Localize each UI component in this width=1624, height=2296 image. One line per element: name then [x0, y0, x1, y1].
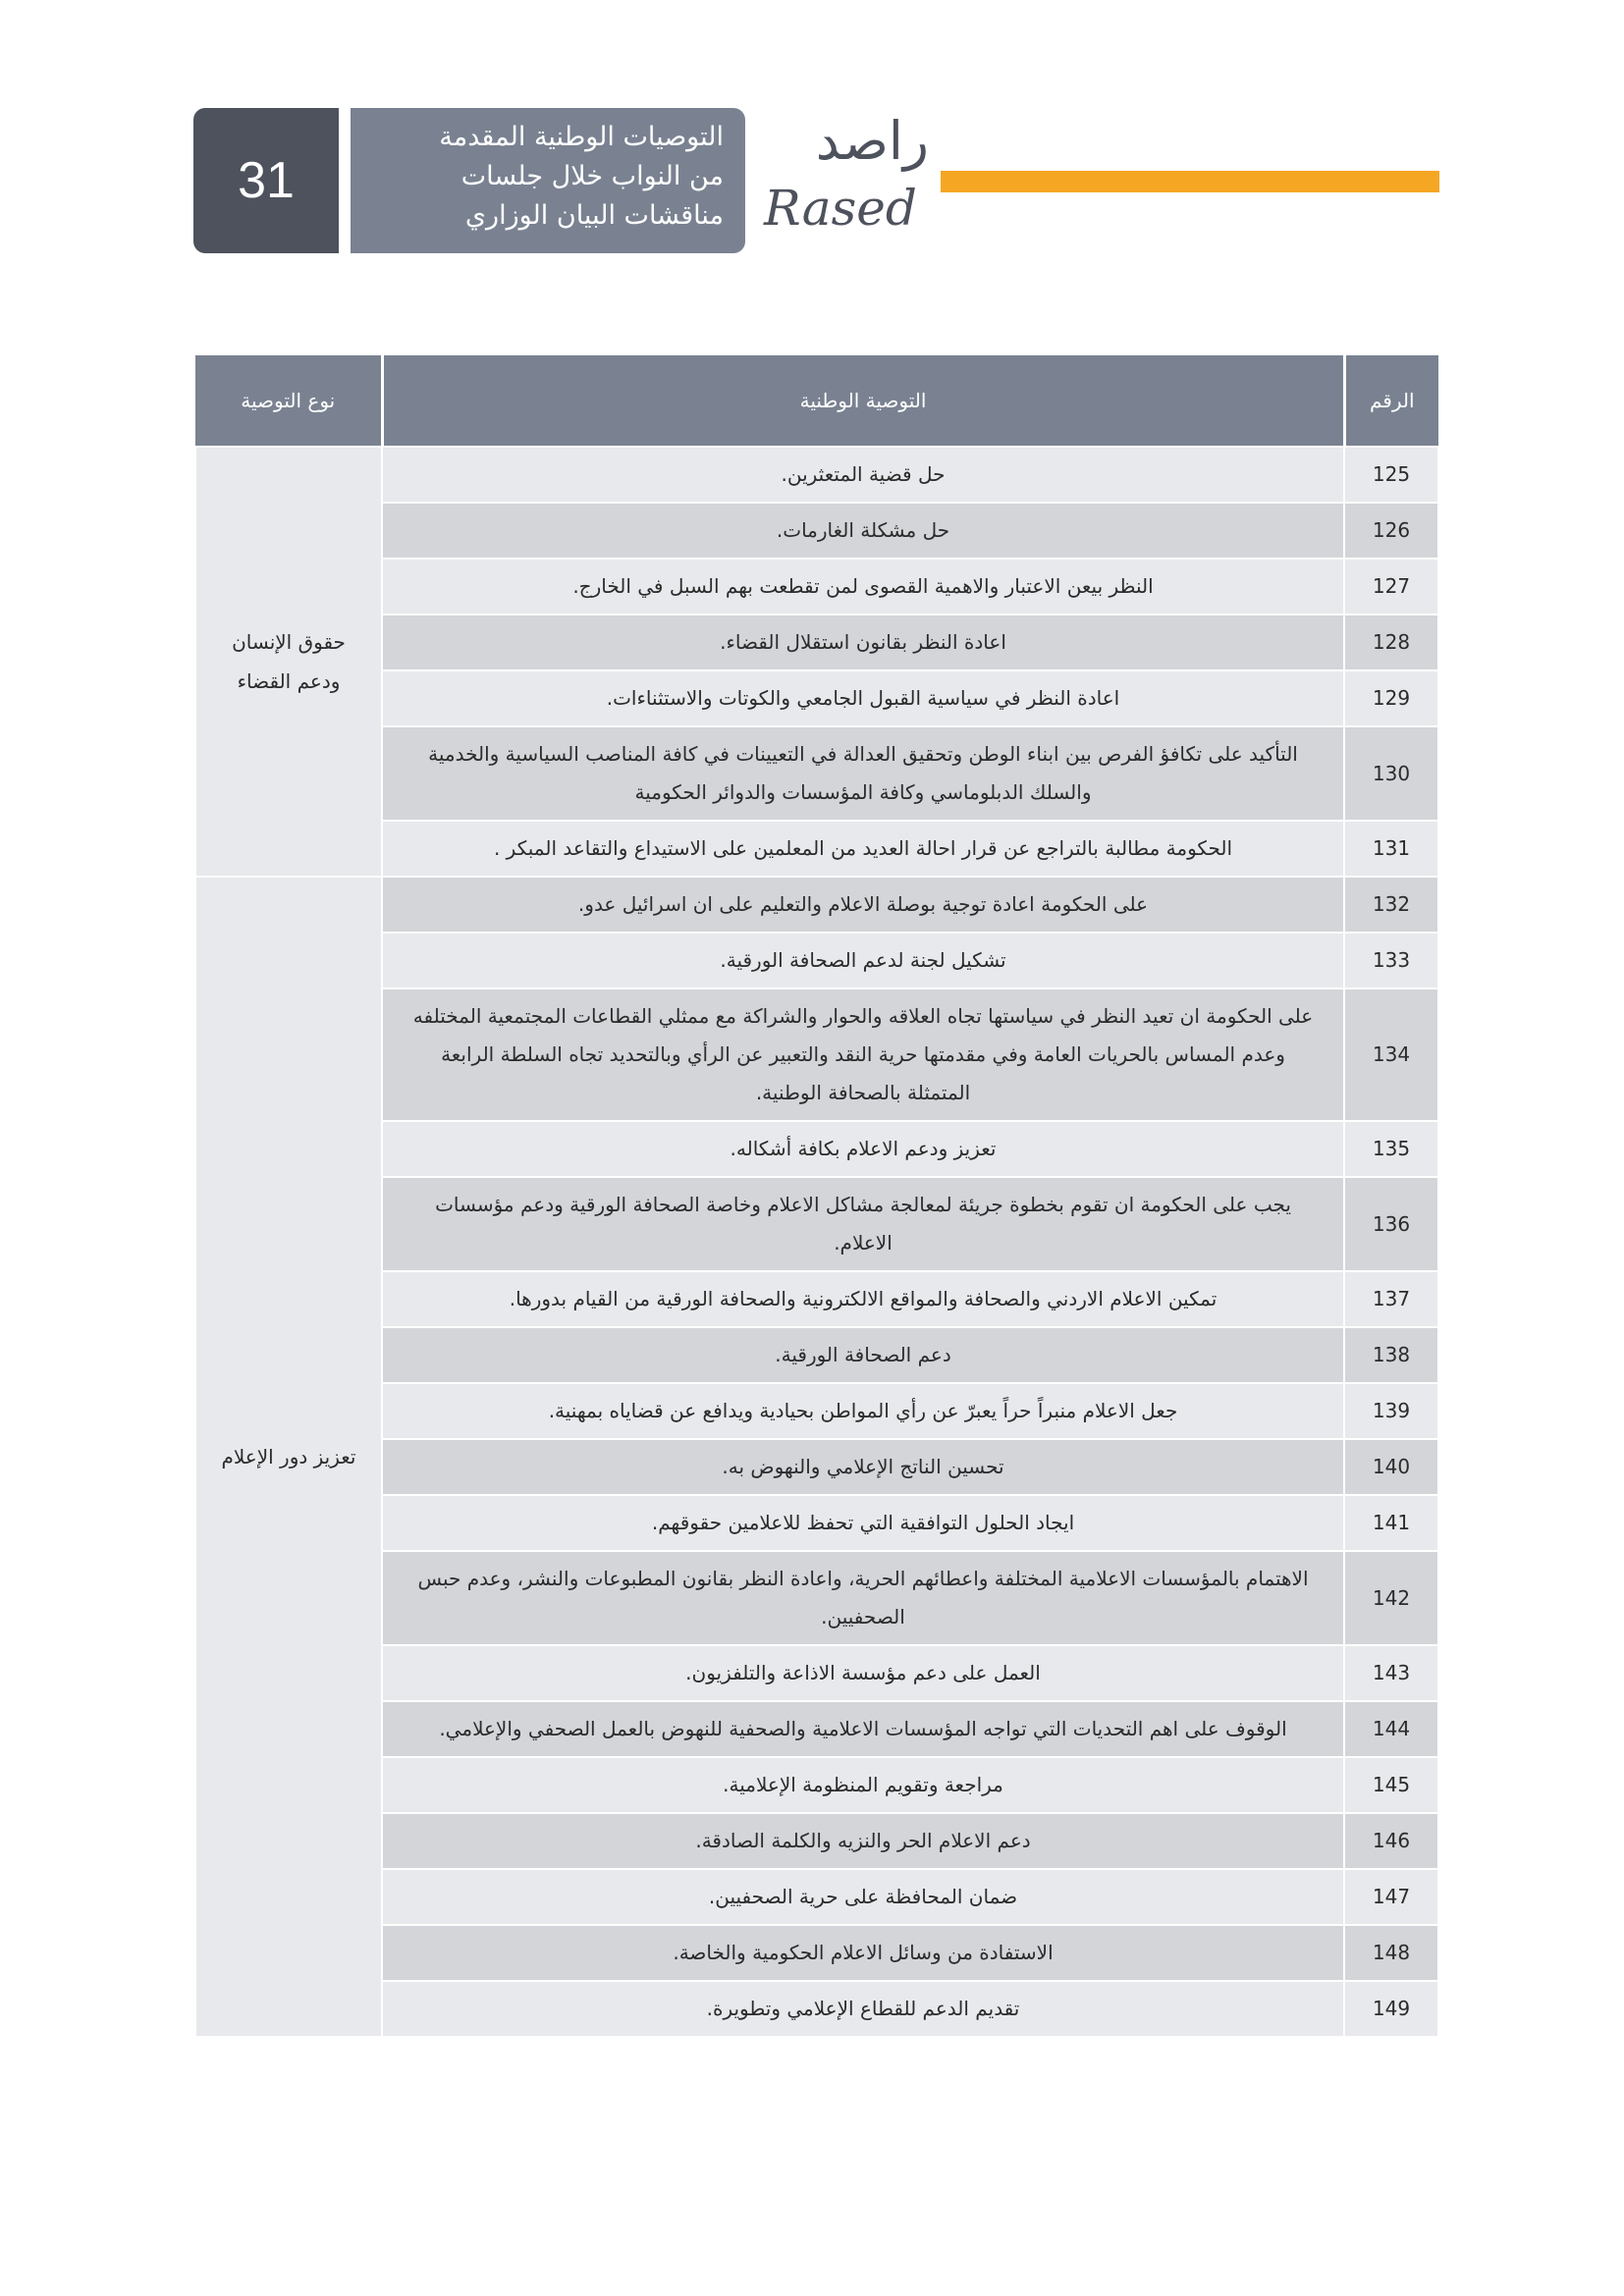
table-row [195, 933, 1438, 988]
recommendation-text: تحسين الناتج الإعلامي والنهوض به. [382, 1439, 1344, 1495]
table-row [195, 1383, 1438, 1439]
title-line: التوصيات الوطنية المقدمة [439, 122, 724, 152]
recommendation-text: اعادة النظر في سياسية القبول الجامعي والكوتات والاستثناءات. [382, 670, 1344, 726]
recommendation-text: النظر بيعن الاعتبار والاهمية القصوى لمن تقطعت بهم السبل في الخارج. [382, 559, 1344, 614]
row-number: 137 [1344, 1271, 1438, 1327]
title-line: مناقشات البيان الوزاري [464, 200, 724, 231]
table-row [195, 1645, 1438, 1701]
row-number: 147 [1344, 1869, 1438, 1925]
table-body [195, 447, 1438, 2037]
row-number: 136 [1344, 1177, 1438, 1271]
table-header-row [195, 355, 1438, 447]
table-row [195, 1813, 1438, 1869]
table-row [195, 503, 1438, 559]
row-number: 149 [1344, 1981, 1438, 2037]
recommendation-text: دعم الصحافة الورقية. [382, 1327, 1344, 1383]
logo-arabic: راصد [815, 110, 929, 172]
table-row [195, 559, 1438, 614]
row-number: 125 [1344, 447, 1438, 503]
recommendation-text: الاهتمام بالمؤسسات الاعلامية المختلفة واعطائهم الحرية، واعادة النظر بقانون المطبوعات والنشر، وعدم حبس الصحفيين. [382, 1551, 1344, 1645]
row-number: 146 [1344, 1813, 1438, 1869]
recommendation-type: حقوق الإنسان ودعم القضاء [195, 447, 382, 877]
table-row [195, 1495, 1438, 1551]
recommendation-text: العمل على دعم مؤسسة الاذاعة والتلفزيون. [382, 1645, 1344, 1701]
row-number: 142 [1344, 1551, 1438, 1645]
row-number: 135 [1344, 1121, 1438, 1177]
column-header-number: الرقم [1344, 355, 1438, 447]
table-row [195, 1121, 1438, 1177]
row-number: 129 [1344, 670, 1438, 726]
recommendation-text: جعل الاعلام منبراً حراً يعبرّ عن رأي المواطن بحيادية ويدافع عن قضاياه بمهنية. [382, 1383, 1344, 1439]
recommendation-text: التأكيد على تكافؤ الفرص بين ابناء الوطن وتحقيق العدالة في التعيينات في كافة المناصب السياسية والخدمية والسلك الدبلوماسي وكافة المؤسسات والدوائر الحكومية [382, 726, 1344, 821]
table-row [195, 670, 1438, 726]
accent-bar [941, 171, 1439, 192]
table-row [195, 447, 1438, 503]
table-row [195, 821, 1438, 877]
table-row [195, 1177, 1438, 1271]
recommendation-text: ايجاد الحلول التوافقية التي تحفظ للاعلامين حقوقهم. [382, 1495, 1344, 1551]
recommendation-text: تمكين الاعلام الاردني والصحافة والمواقع الالكترونية والصحافة الورقية من القيام بدورها. [382, 1271, 1344, 1327]
recommendation-text: تعزيز ودعم الاعلام بكافة أشكاله. [382, 1121, 1344, 1177]
row-number: 126 [1344, 503, 1438, 559]
recommendation-text: الحكومة مطالبة بالتراجع عن قرار احالة العديد من المعلمين على الاستيداع والتقاعد المبكر . [382, 821, 1344, 877]
document-title [351, 108, 745, 253]
table-row [195, 1327, 1438, 1383]
table-row [195, 614, 1438, 670]
row-number: 132 [1344, 877, 1438, 933]
row-number: 138 [1344, 1327, 1438, 1383]
recommendation-text: الاستفادة من وسائل الاعلام الحكومية والخاصة. [382, 1925, 1344, 1981]
table-row [195, 726, 1438, 821]
column-header-type: نوع التوصية [195, 355, 382, 447]
row-number: 130 [1344, 726, 1438, 821]
row-number: 145 [1344, 1757, 1438, 1813]
row-number: 144 [1344, 1701, 1438, 1757]
recommendation-text: تشكيل لجنة لدعم الصحافة الورقية. [382, 933, 1344, 988]
recommendation-text: حل قضية المتعثرين. [382, 447, 1344, 503]
recommendation-text: اعادة النظر بقانون استقلال القضاء. [382, 614, 1344, 670]
logo-english: Rased [764, 180, 917, 237]
recommendation-text: حل مشكلة الغارمات. [382, 503, 1344, 559]
recommendations-table [194, 355, 1437, 2038]
recommendation-text: دعم الاعلام الحر والنزيه والكلمة الصادقة. [382, 1813, 1344, 1869]
table-row [195, 1551, 1438, 1645]
row-number: 140 [1344, 1439, 1438, 1495]
recommendation-text: تقديم الدعم للقطاع الإعلامي وتطويرة. [382, 1981, 1344, 2037]
table-row [195, 1981, 1438, 2037]
recommendation-text: الوقوف على اهم التحديات التي تواجه المؤسسات الاعلامية والصحفية للنهوض بالعمل الصحفي والإعلامي. [382, 1701, 1344, 1757]
row-number: 141 [1344, 1495, 1438, 1551]
page-number: 31 [193, 108, 339, 253]
row-number: 143 [1344, 1645, 1438, 1701]
row-number: 133 [1344, 933, 1438, 988]
table-row [195, 877, 1438, 933]
row-number: 127 [1344, 559, 1438, 614]
recommendation-type: تعزيز دور الإعلام [195, 877, 382, 2037]
row-number: 134 [1344, 988, 1438, 1121]
table-row [195, 988, 1438, 1121]
table-row [195, 1757, 1438, 1813]
recommendation-text: ضمان المحافظة على حرية الصحفيين. [382, 1869, 1344, 1925]
row-number: 148 [1344, 1925, 1438, 1981]
recommendation-text: مراجعة وتقويم المنظومة الإعلامية. [382, 1757, 1344, 1813]
recommendation-text: يجب على الحكومة ان تقوم بخطوة جريئة لمعالجة مشاكل الاعلام وخاصة الصحافة الورقية ودعم مؤسسات الاعلام. [382, 1177, 1344, 1271]
table-row [195, 1701, 1438, 1757]
table-row [195, 1925, 1438, 1981]
row-number: 128 [1344, 614, 1438, 670]
row-number: 139 [1344, 1383, 1438, 1439]
table-row [195, 1869, 1438, 1925]
recommendation-text: على الحكومة اعادة توجية بوصلة الاعلام والتعليم على ان اسرائيل عدو. [382, 877, 1344, 933]
title-line: من النواب خلال جلسات [460, 161, 724, 191]
table-row [195, 1439, 1438, 1495]
row-number: 131 [1344, 821, 1438, 877]
table-row [195, 1271, 1438, 1327]
recommendation-text: على الحكومة ان تعيد النظر في سياستها تجاه العلاقه والحوار والشراكة مع ممثلي القطاعات المجتمعية المختلفه وعدم المساس بالحريات العامة وفي مقدمتها حرية النقد والتعبير عن الرأي وبالتحديد تجاه السلطة الرابعة المتمثلة بالصحافة الوطنية. [382, 988, 1344, 1121]
column-header-recommendation: التوصية الوطنية [382, 355, 1344, 447]
